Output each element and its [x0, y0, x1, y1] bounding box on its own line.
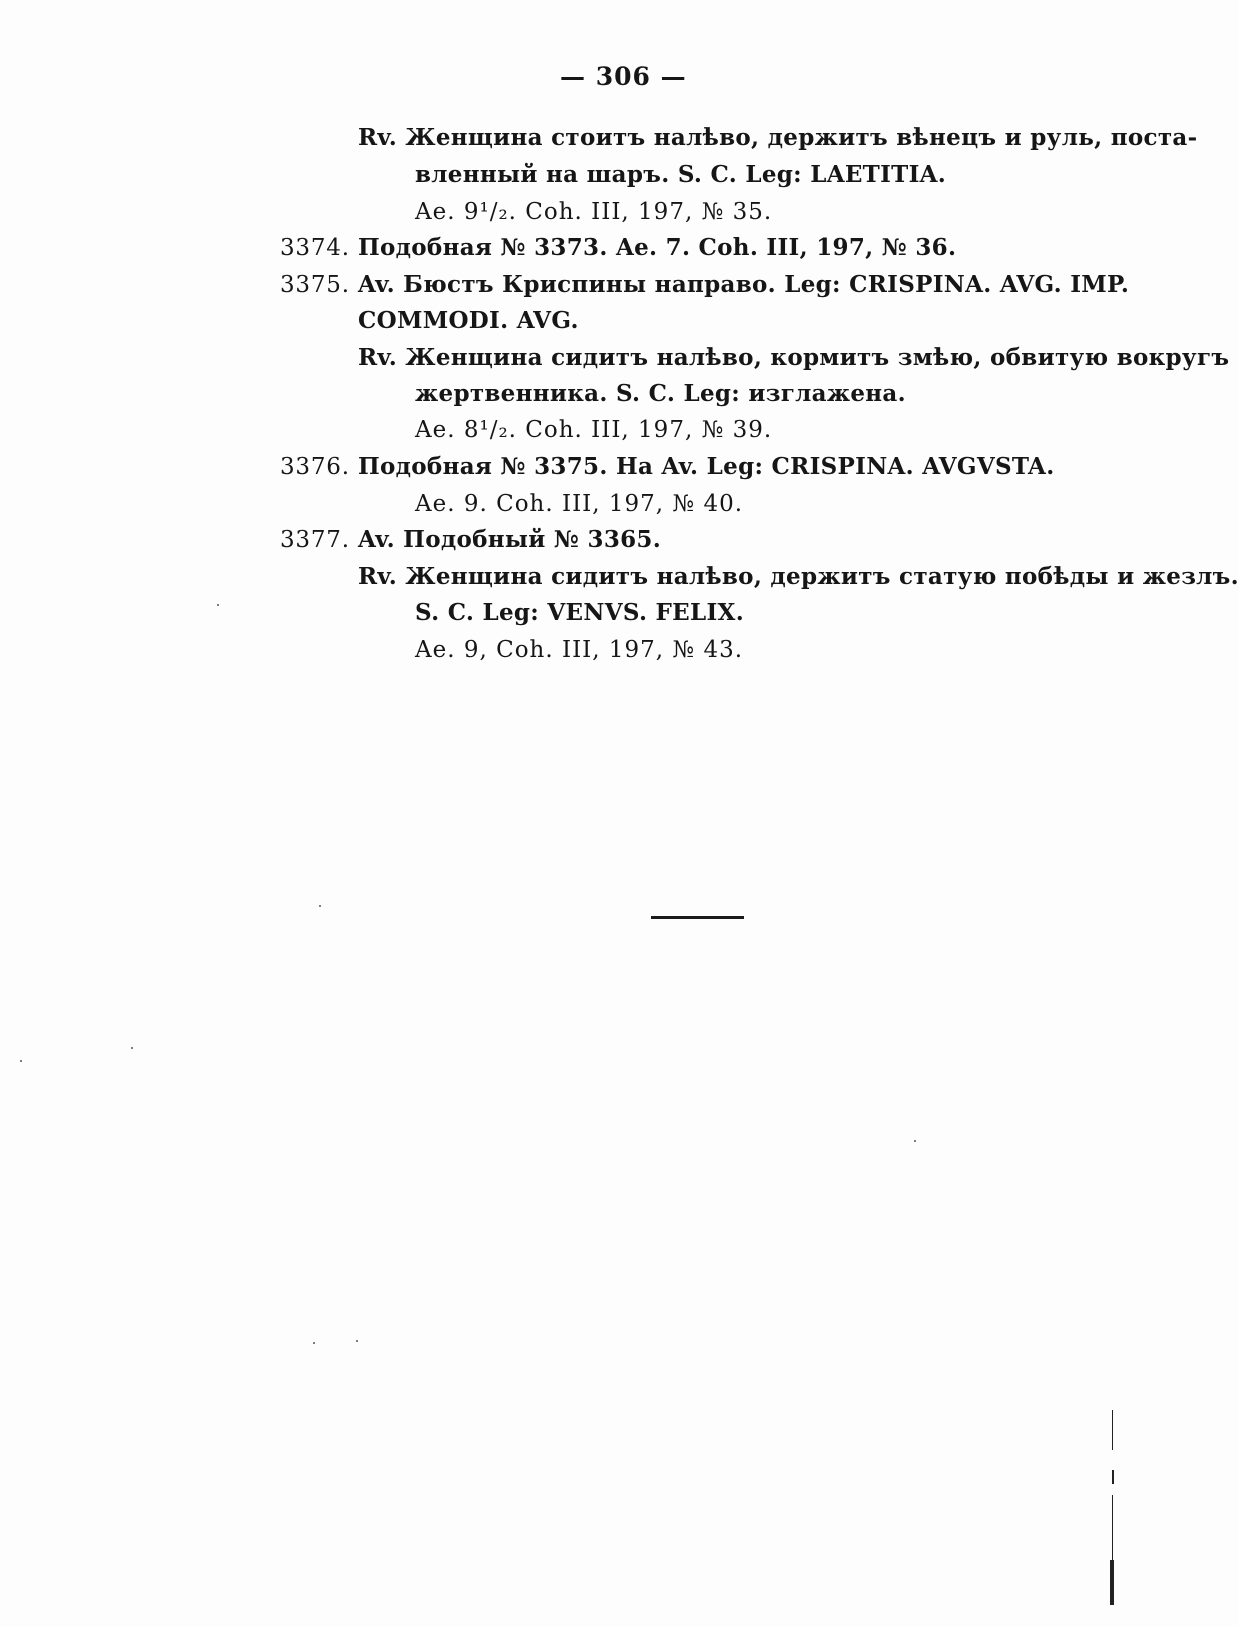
text-line-rv-3373-cont: вленный на шаръ. S. C. Leg: LAETITIA.: [415, 161, 947, 188]
scan-edge-mark: [1112, 1470, 1114, 1484]
text-line-ref-3377: Ae. 9, Coh. III, 197, № 43.: [415, 637, 744, 663]
text-line-ref-3376: Ae. 9. Coh. III, 197, № 40.: [415, 491, 744, 517]
entry-number-3376: 3376.: [280, 454, 350, 480]
text-line-rv-3377: Rv. Женщина сидитъ налѣво, держитъ статую побѣды и жезлъ.: [358, 563, 1239, 590]
text-line-av-3375: Av. Бюстъ Криспины направо. Leg: CRISPINA. AVG. IMP.: [358, 271, 1130, 298]
text-line-ref-3373: Ae. 9¹/₂. Coh. III, 197, № 35.: [415, 199, 773, 225]
text-line-av-3377: Av. Подобный № 3365.: [358, 526, 662, 553]
text-line-3376: Подобная № 3375. На Av. Leg: CRISPINA. AVGVSTA.: [358, 453, 1055, 480]
scan-speck: [217, 604, 219, 606]
text-line-rv-3373: Rv. Женщина стоитъ налѣво, держитъ вѣнецъ и руль, поста-: [358, 124, 1198, 151]
text-line-rv-3377-cont: S. C. Leg: VENVS. FELIX.: [415, 599, 744, 626]
scan-speck: [319, 905, 321, 907]
scan-speck: [313, 1342, 315, 1344]
entry-number-3377: 3377.: [280, 527, 350, 553]
text-line-ref-3375: Ae. 8¹/₂. Coh. III, 197, № 39.: [415, 417, 773, 443]
scan-edge-mark: [1110, 1560, 1114, 1605]
scan-speck: [914, 1140, 916, 1142]
scan-speck: [20, 1060, 22, 1062]
text-line-av-3375-cont: COMMODI. AVG.: [358, 307, 579, 334]
scan-speck: [356, 1340, 358, 1342]
page-number: — 306 —: [560, 62, 687, 91]
text-line-rv-3375-cont: жертвенника. S. C. Leg: изглажена.: [415, 380, 906, 407]
scan-speck: [131, 1047, 133, 1049]
text-line-rv-3375: Rv. Женщина сидитъ налѣво, кормитъ змѣю, обвитую вокругъ: [358, 344, 1230, 371]
scan-edge-mark: [1112, 1410, 1113, 1450]
entry-number-3374: 3374.: [280, 235, 350, 261]
section-end-rule: [651, 916, 744, 919]
entry-number-3375: 3375.: [280, 272, 350, 298]
text-line-3374: Подобная № 3373. Ae. 7. Coh. III, 197, № 36.: [358, 234, 957, 261]
